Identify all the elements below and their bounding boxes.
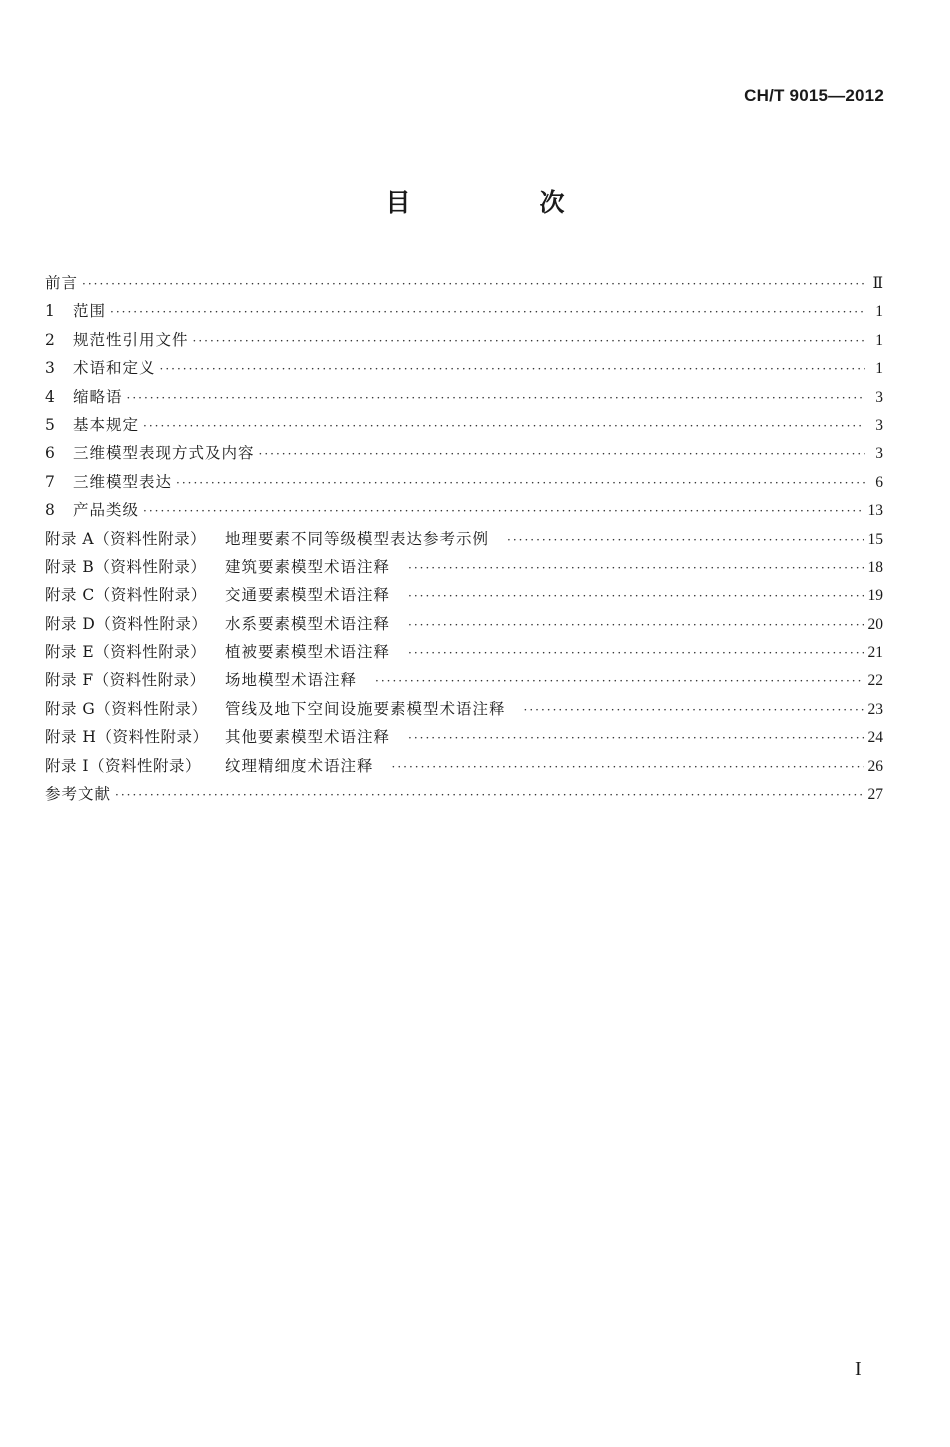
toc-leader-dots [408, 646, 863, 660]
toc-leader-dots [82, 277, 865, 291]
toc-entry-appendix-b[interactable] [45, 555, 883, 583]
toc-page-number: 23 [867, 700, 883, 718]
toc-entry-5[interactable] [45, 413, 883, 441]
toc-entry-text: 纹理精细度术语注释 [225, 756, 374, 775]
toc-entry-text: 参考文献 [45, 785, 112, 804]
toc-leader-dots [110, 305, 865, 319]
toc-page-number: 1 [875, 331, 883, 349]
toc-page-number: 22 [867, 672, 883, 690]
toc-appendix-label: 附录 H（资料性附录） [45, 728, 209, 747]
toc-leader-dots [193, 334, 865, 348]
toc-entry-bibliography[interactable] [45, 782, 883, 810]
toc-page-number: 18 [867, 558, 883, 576]
toc-leader-dots [408, 731, 863, 745]
toc-page-number: 26 [867, 757, 883, 775]
toc-page-number: 27 [867, 786, 883, 804]
toc-entry-number: 5 [45, 415, 55, 434]
toc-page-number: 24 [867, 729, 883, 747]
toc-page-number: 20 [867, 615, 883, 633]
toc-entry-number: 3 [45, 359, 55, 378]
toc-entry-number: 4 [45, 387, 55, 406]
toc-appendix-label: 附录 D（资料性附录） [45, 614, 208, 633]
toc-entry-appendix-i[interactable] [45, 754, 883, 782]
toc-leader-dots [507, 533, 863, 547]
toc-entry-appendix-e[interactable] [45, 640, 883, 668]
toc-page-number: 21 [867, 644, 883, 662]
toc-leader-dots [408, 589, 863, 603]
page-title: 目 次 [385, 188, 617, 217]
toc-entry-appendix-g[interactable] [45, 697, 883, 725]
toc-leader-dots [524, 703, 864, 717]
toc-entry-number: 2 [45, 330, 55, 349]
toc-entry-number: 1 [45, 302, 55, 321]
toc-leader-dots [375, 674, 863, 688]
toc-entry-text: 三维模型表现方式及内容 [73, 444, 255, 463]
toc-page-number: 3 [875, 445, 883, 463]
toc-page-number: 15 [867, 530, 883, 548]
toc-leader-dots [143, 419, 865, 433]
toc-entry-number: 6 [45, 444, 55, 463]
toc-leader-dots [408, 561, 863, 575]
toc-entry-appendix-d[interactable] [45, 612, 883, 640]
toc-entry-appendix-f[interactable] [45, 668, 883, 696]
toc-leader-dots [392, 760, 864, 774]
toc-entry-text: 场地模型术语注释 [225, 671, 358, 690]
toc-page-number: 6 [875, 473, 883, 491]
toc-leader-dots [115, 788, 863, 802]
page-number: I [855, 1358, 862, 1380]
toc-entry-text: 产品类级 [73, 501, 140, 520]
toc-entry-8[interactable] [45, 498, 883, 526]
toc-page-number: Ⅱ [872, 275, 883, 292]
toc-entry-7[interactable] [45, 470, 883, 498]
toc-entry-text: 水系要素模型术语注释 [225, 614, 391, 633]
toc-page-number: 1 [875, 360, 883, 378]
toc-entry-number: 7 [45, 472, 55, 491]
toc-leader-dots [127, 391, 865, 405]
toc-entry-text: 管线及地下空间设施要素模型术语注释 [225, 699, 506, 718]
toc-page-number: 13 [867, 502, 883, 520]
toc-entry-2[interactable] [45, 328, 883, 356]
toc-entry-text: 范围 [73, 302, 107, 321]
toc-entry-foreword[interactable] [45, 271, 883, 299]
toc-entry-text: 前言 [45, 274, 79, 292]
toc-appendix-label: 附录 B（资料性附录） [45, 557, 207, 576]
toc-page-number: 1 [875, 303, 883, 321]
toc-entry-4[interactable] [45, 385, 883, 413]
standard-code: CH/T 9015—2012 [744, 86, 884, 105]
toc-entry-appendix-a[interactable] [45, 527, 883, 555]
toc-entry-text: 术语和定义 [73, 359, 156, 378]
toc-entry-text: 规范性引用文件 [73, 330, 189, 349]
toc-entry-number: 8 [45, 501, 55, 520]
toc-appendix-label: 附录 E（资料性附录） [45, 643, 207, 662]
toc-leader-dots [408, 618, 863, 632]
toc-entry-text: 基本规定 [73, 415, 140, 434]
toc-leader-dots [143, 504, 863, 518]
toc-appendix-label: 附录 F（资料性附录） [45, 671, 206, 690]
toc-entry-text: 建筑要素模型术语注释 [225, 557, 391, 576]
toc-entry-text: 交通要素模型术语注释 [225, 586, 391, 605]
toc-entry-text: 缩略语 [73, 387, 123, 406]
toc-entry-appendix-h[interactable] [45, 725, 883, 753]
toc-appendix-label: 附录 G（资料性附录） [45, 699, 208, 718]
toc-entry-text: 其他要素模型术语注释 [225, 728, 391, 747]
table-of-contents [45, 271, 883, 810]
toc-leader-dots [259, 447, 865, 461]
toc-leader-dots [176, 476, 865, 490]
toc-appendix-label: 附录 I（资料性附录） [45, 756, 202, 775]
toc-entry-6[interactable] [45, 441, 883, 469]
toc-appendix-label: 附录 C（资料性附录） [45, 586, 207, 605]
toc-leader-dots [160, 362, 865, 376]
toc-entry-text: 三维模型表达 [73, 472, 173, 491]
toc-entry-1[interactable] [45, 299, 883, 327]
toc-entry-text: 植被要素模型术语注释 [225, 643, 391, 662]
toc-entry-3[interactable] [45, 356, 883, 384]
toc-page-number: 3 [875, 416, 883, 434]
toc-appendix-label: 附录 A（资料性附录） [45, 529, 207, 548]
toc-entry-text: 地理要素不同等级模型表达参考示例 [225, 529, 490, 548]
toc-entry-appendix-c[interactable] [45, 583, 883, 611]
toc-page-number: 3 [875, 388, 883, 406]
toc-page-number: 19 [867, 587, 883, 605]
